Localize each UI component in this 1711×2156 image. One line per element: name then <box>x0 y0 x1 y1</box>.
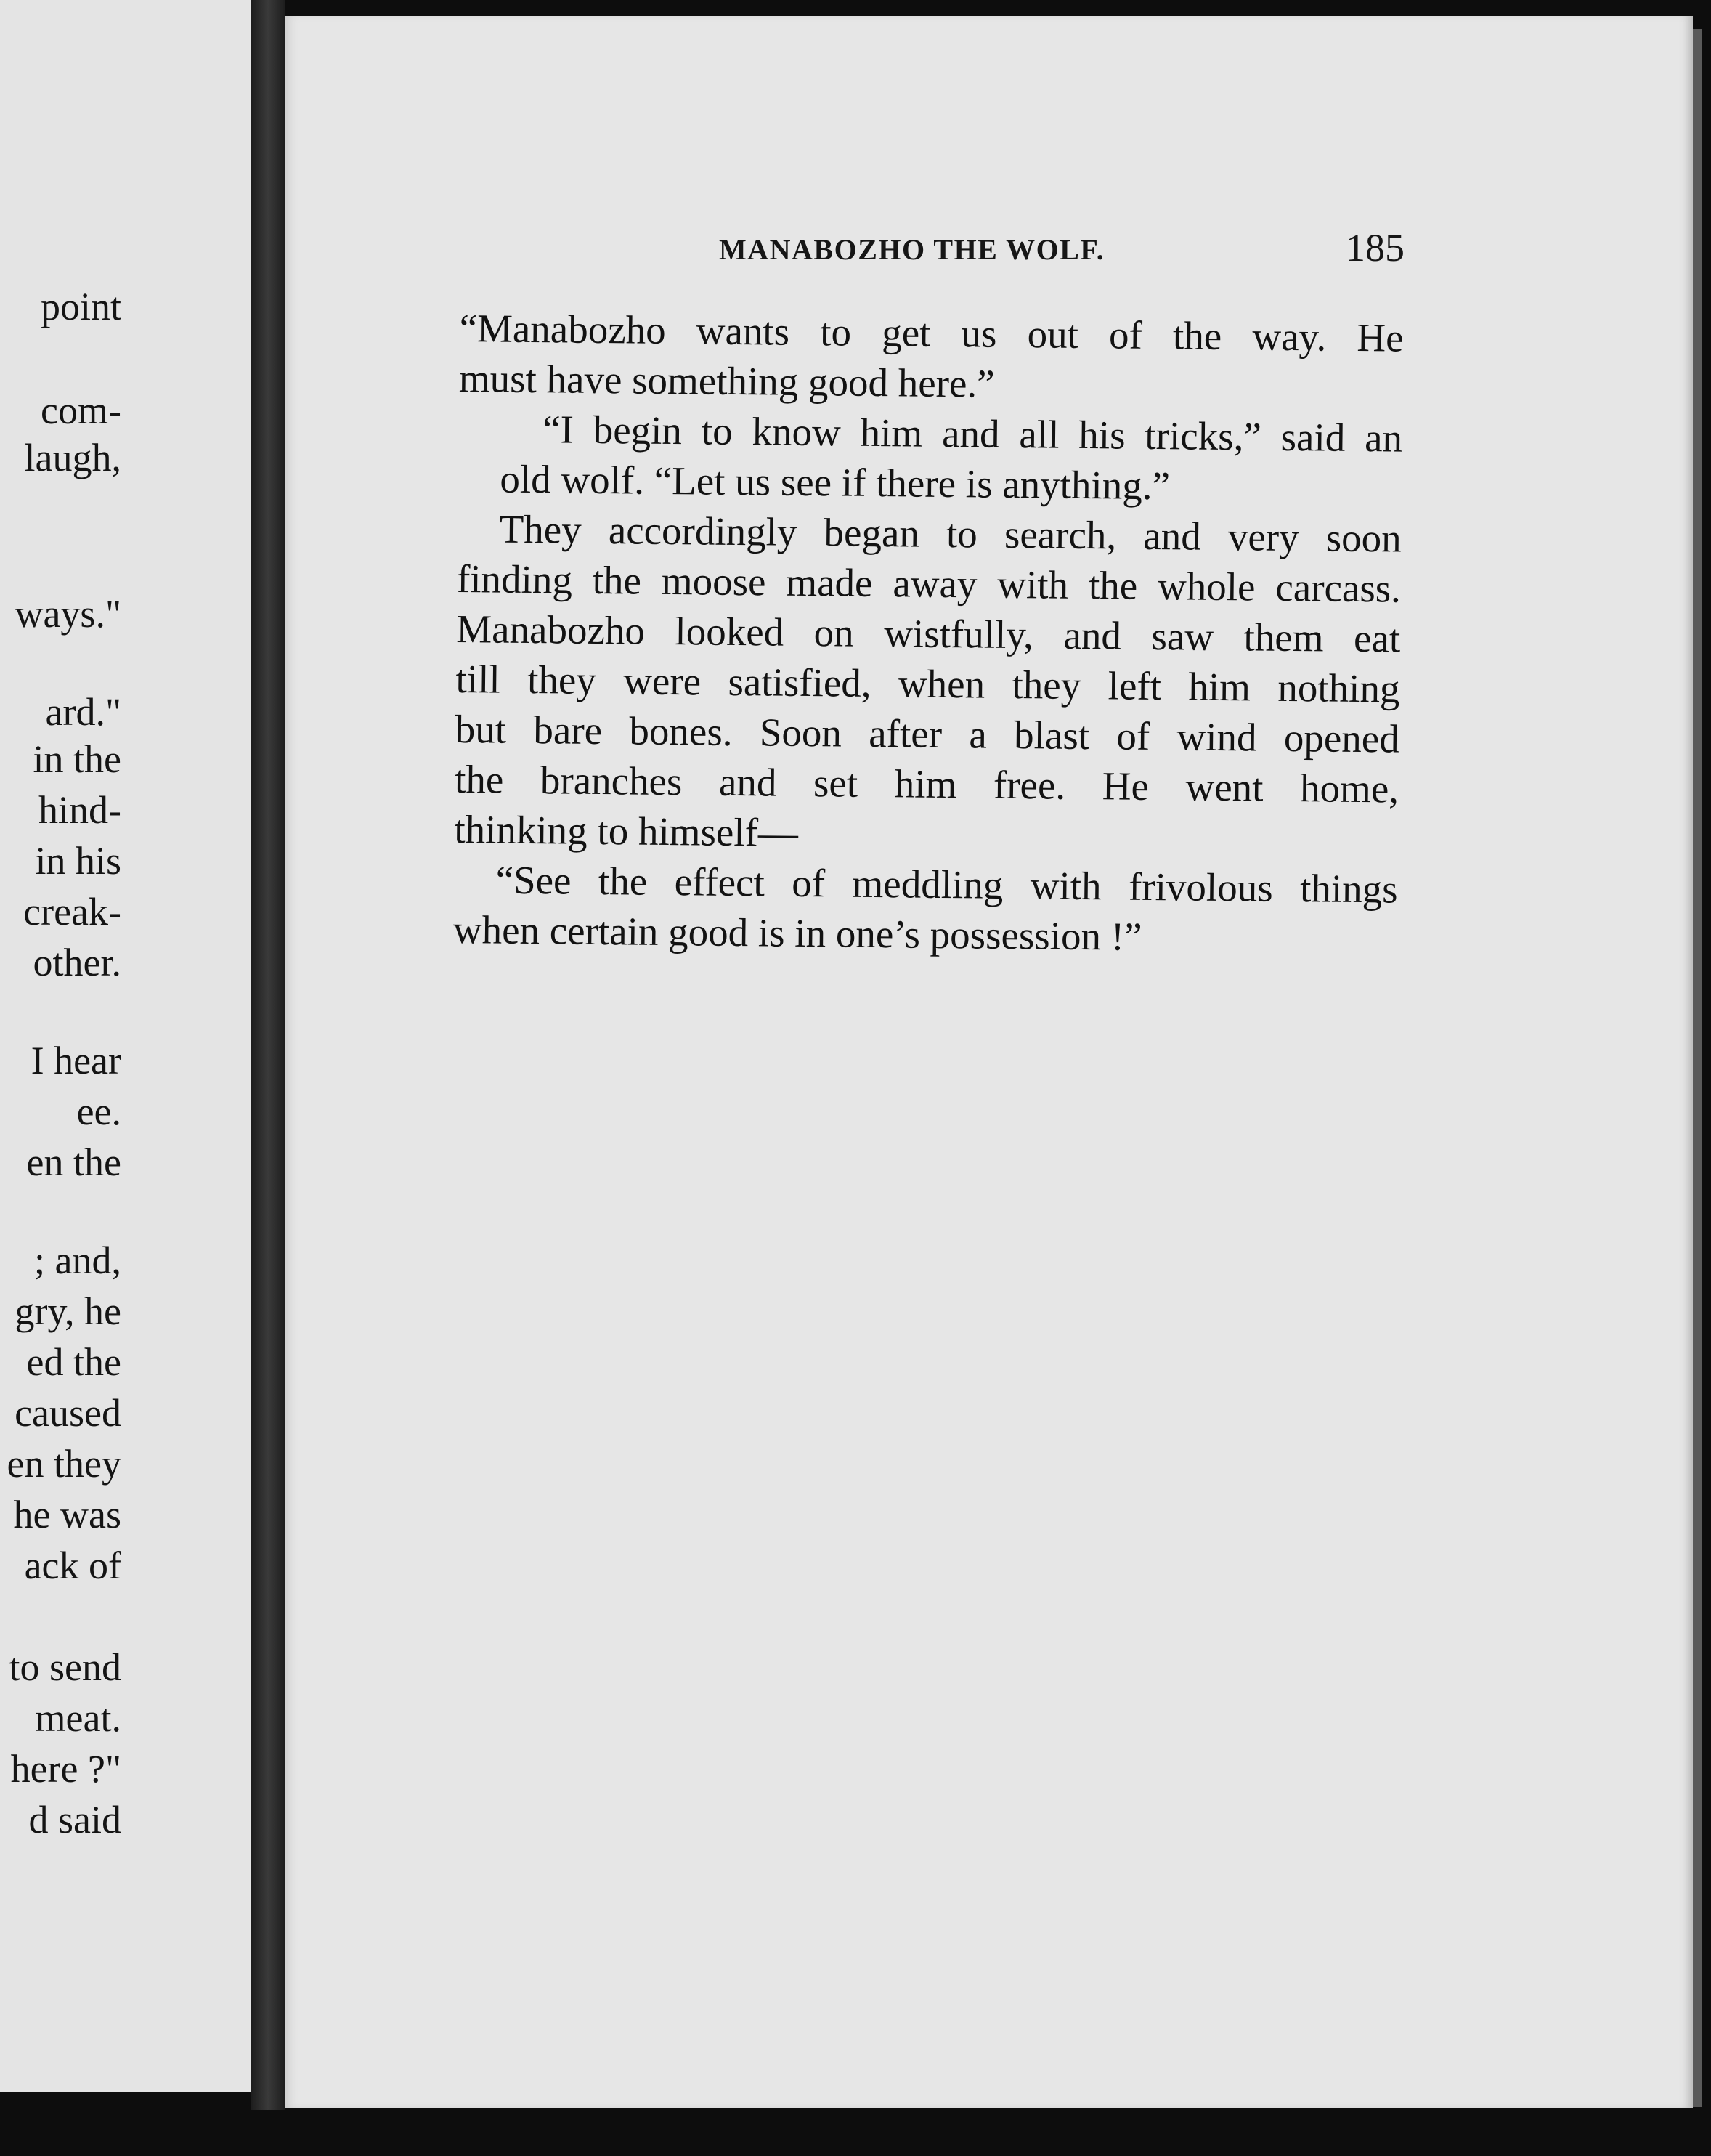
left-page-line: in the <box>33 737 121 781</box>
text-line: the branches and set him free. He went home, <box>454 756 1399 811</box>
left-page-line: d said <box>28 1798 121 1841</box>
text-line: old wolf. “Let us see if there is anything.” <box>500 456 1171 508</box>
text-line: thinking to himself— <box>454 806 799 855</box>
text-line: They accordingly began to search, and very soon <box>499 506 1402 561</box>
left-page-line: gry, he <box>15 1289 121 1333</box>
left-page-line: here ?" <box>10 1747 121 1791</box>
left-page-line: com- <box>41 389 121 432</box>
text-line: finding the moose made away with the whole carcass. <box>456 556 1402 611</box>
page-edge <box>1693 29 1702 2107</box>
right-page <box>285 16 1693 2108</box>
left-page-line: en they <box>7 1442 121 1486</box>
left-page-line: other. <box>33 941 121 984</box>
paragraph <box>454 503 1402 864</box>
left-page-line: creak- <box>23 890 121 933</box>
left-page-line: caused <box>15 1391 121 1435</box>
paragraph <box>459 303 1404 413</box>
left-page-line: ed the <box>26 1340 121 1384</box>
left-page-line: laugh, <box>24 436 121 479</box>
left-page-line: ard." <box>45 690 121 734</box>
left-page-line: en the <box>26 1140 121 1184</box>
left-page-line: ; and, <box>34 1239 121 1282</box>
left-page-line: ways." <box>15 592 121 636</box>
book-gutter <box>251 0 285 2110</box>
paragraph <box>458 403 1402 514</box>
text-line: must have something good here.” <box>458 355 995 406</box>
running-head: MANABOZHO THE WOLF. <box>719 233 1105 266</box>
text-line: “I begin to know him and all his tricks,” said an <box>542 407 1403 461</box>
left-page-line: in his <box>35 839 121 883</box>
left-page-line: ack of <box>24 1544 121 1587</box>
left-page-line: meat. <box>35 1696 121 1740</box>
left-page <box>0 0 251 2092</box>
left-page-line: to send <box>9 1645 121 1689</box>
left-page-line: I hear <box>31 1039 121 1082</box>
text-line: but bare bones. Soon after a blast of wind opened <box>455 706 1400 761</box>
text-line: “See the effect of meddling with frivolous things <box>495 857 1398 912</box>
left-page-line: he was <box>13 1493 121 1536</box>
text-line: when certain good is in one’s possession !” <box>452 907 1142 959</box>
body-text <box>453 303 1404 965</box>
text-line: till they were satisfied, when they left him nothing <box>455 656 1400 711</box>
text-line: “Manabozho wants to get us out of the way. He <box>459 305 1404 360</box>
left-page-line: ee. <box>76 1090 121 1133</box>
text-line: Manabozho looked on wistfully, and saw them eat <box>455 606 1401 661</box>
paragraph <box>453 854 1398 965</box>
left-page-line: point <box>40 285 121 328</box>
left-page-line: hind- <box>38 788 121 832</box>
page-number: 185 <box>1346 226 1405 270</box>
